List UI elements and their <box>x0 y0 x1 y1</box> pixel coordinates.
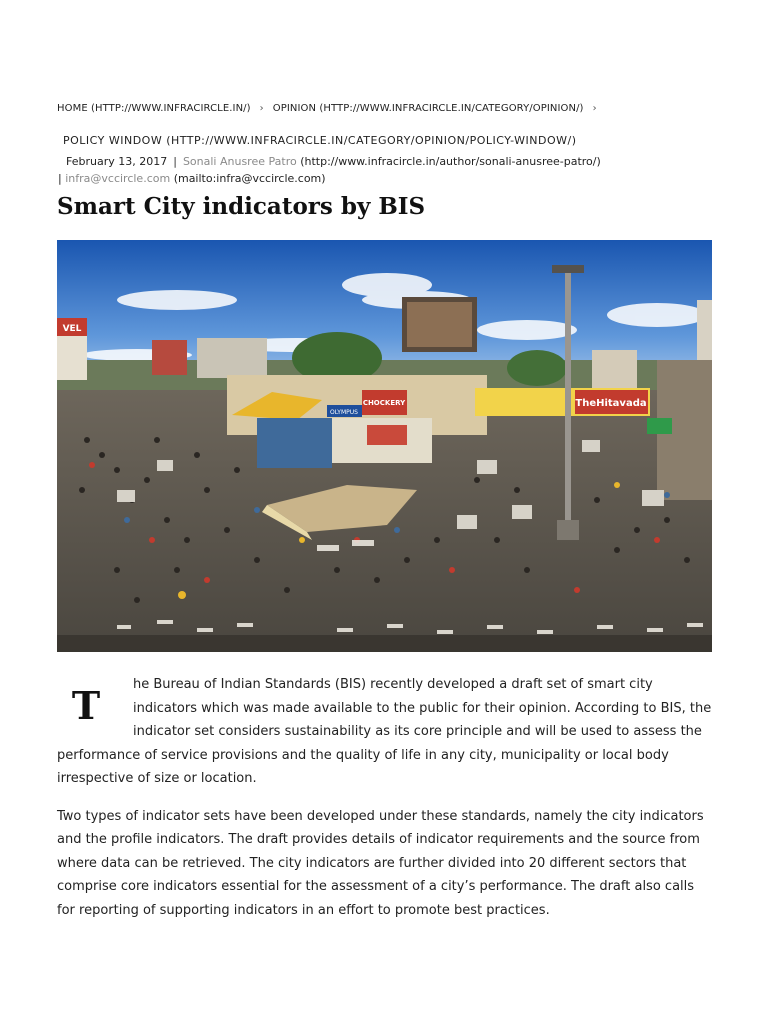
billboard-text: CHOCKERY <box>362 399 406 407</box>
chevron-right-icon: › <box>259 103 264 114</box>
article-paragraph: he Bureau of Indian Standards (BIS) recently developed a draft set of smart city indicators which was made available to the public for their opinion. According to BIS, the indicator set considers sustainability as its core principle and will be used to assess the performance of service provisions and the quality of life in any city, municipality or local body irrespective of size or location. <box>57 677 712 786</box>
breadcrumb-home-link[interactable]: HOME (HTTP://WWW.INFRACIRCLE.IN/) <box>57 103 251 114</box>
email-link[interactable]: infra@vccircle.com <box>65 172 171 185</box>
building <box>197 338 267 378</box>
billboard-text: VEL <box>62 324 82 334</box>
article-body <box>57 673 712 936</box>
drop-cap: T <box>71 683 101 728</box>
author-link[interactable]: Sonali Anusree Patro <box>182 155 297 168</box>
meta-divider: | <box>173 155 177 168</box>
hero-image <box>57 240 712 652</box>
building <box>592 350 637 390</box>
breadcrumb-policy-window <box>63 134 577 147</box>
billboard-text: OLYMPUS <box>330 409 358 416</box>
article-paragraph: Two types of indicator sets have been developed under these standards, namely the city indicators and the profile indicators. The draft provides details of indicator requirements and the source from where data can be retrieved. The city indicators are further divided into 20 different sectors that comprise core indicators essential for the assessment of a city’s performance. The draft also calls for reporting of supporting indicators in an effort to promote best practices. <box>57 808 704 918</box>
author-url: (http://www.infracircle.in/author/sonali-anusree-patro/) <box>300 155 601 168</box>
meta-divider: | <box>58 172 62 185</box>
light-pole <box>565 270 571 540</box>
article-contact <box>58 172 326 185</box>
publish-date: February 13, 2017 <box>66 155 168 168</box>
breadcrumb-opinion-link[interactable]: OPINION (HTTP://WWW.INFRACIRCLE.IN/CATEGORY/OPINION/) <box>272 103 584 114</box>
article-meta <box>66 155 601 168</box>
building <box>152 340 187 375</box>
article-title: Smart City indicators by BIS <box>57 193 426 220</box>
chevron-right-icon: › <box>592 103 597 114</box>
billboard-text: TheHitavada <box>575 398 647 409</box>
email-url: (mailto:infra@vccircle.com) <box>173 172 326 185</box>
breadcrumb <box>57 103 606 114</box>
breadcrumb-policy-window-link[interactable]: POLICY WINDOW (HTTP://WWW.INFRACIRCLE.IN/CATEGORY/OPINION/POLICY-WINDOW/) <box>63 134 577 147</box>
